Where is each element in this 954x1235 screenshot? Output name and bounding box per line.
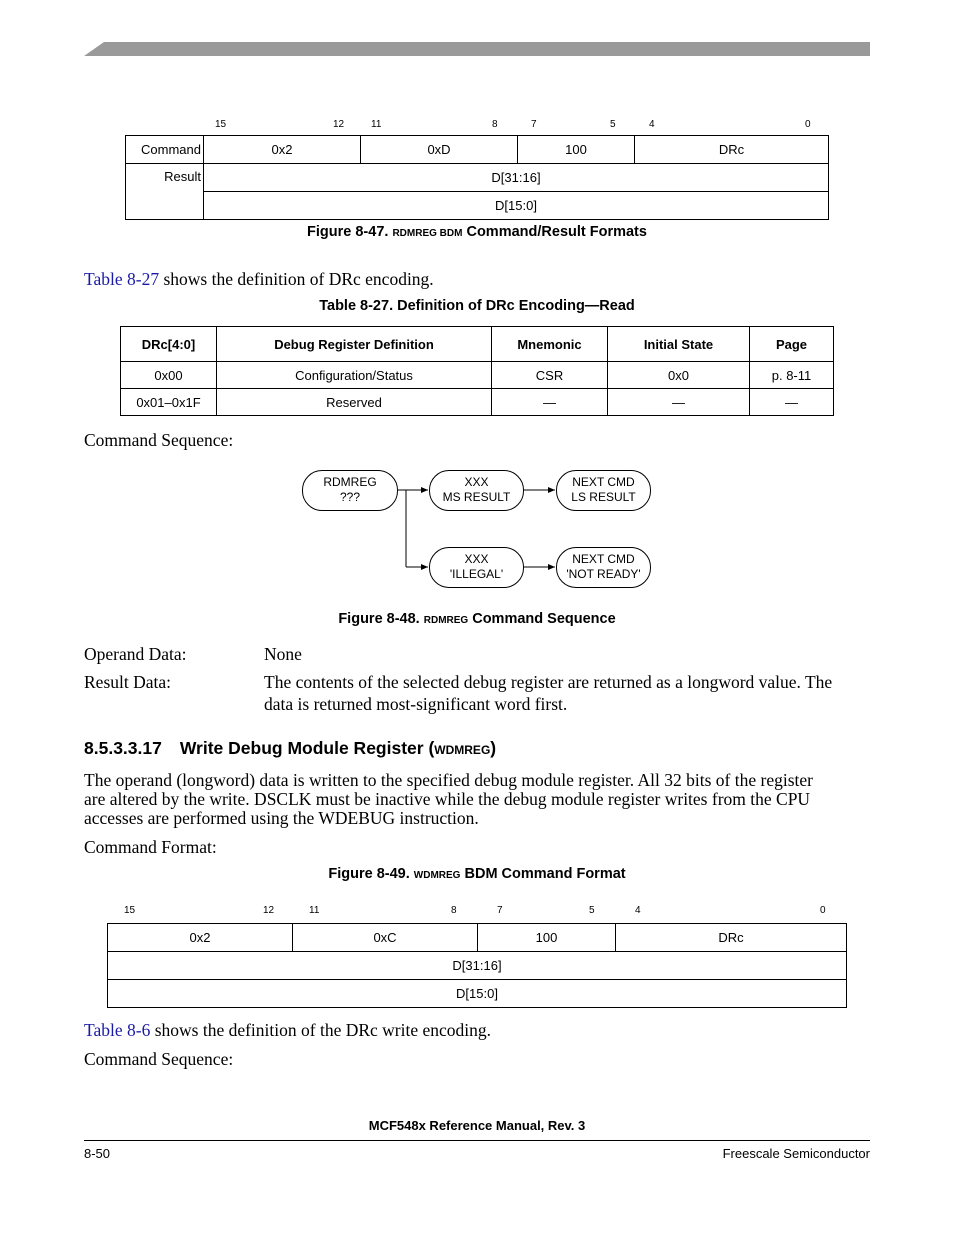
fig48-node-illegal-line2: 'ILLEGAL' <box>449 567 504 581</box>
fig47-command-label: Command <box>126 136 204 164</box>
fig49-bit-7: 7 <box>497 905 503 916</box>
fig49-data-lo: D[15:0] <box>108 980 847 1008</box>
fig47-bit-11: 11 <box>371 119 382 130</box>
result-data-label: Result Data: <box>84 672 171 692</box>
fig47-bit-12: 12 <box>333 119 345 130</box>
fig48-node-rdmreg-line1: RDMREG <box>323 475 377 489</box>
section-title-prefix: Write Debug Module Register ( <box>179 738 435 758</box>
command-sequence-label-1: Command Sequence: <box>84 430 234 450</box>
fig47-field-drc: DRc <box>635 136 829 164</box>
table827-cell: — <box>750 389 834 416</box>
section-title-mnemonic: WDMREG <box>434 743 491 757</box>
fig48-caption <box>0 611 954 627</box>
body-line-2: are altered by the write. DSCLK must be inactive while the debug module register writes from the CPU <box>84 789 811 809</box>
fig49-caption-suffix: BDM Command Format <box>460 866 626 882</box>
fig49-bit-15: 15 <box>124 905 136 916</box>
footer-page-number: 8-50 <box>84 1146 111 1161</box>
fig47-result-label: Result <box>126 164 204 220</box>
section-heading <box>84 738 496 759</box>
fig47-caption-suffix: Command/Result Formats <box>462 224 647 240</box>
fig48-caption-mnemonic: RDMREG <box>423 615 469 626</box>
outro-text: shows the definition of the DRc write encoding. <box>150 1020 492 1040</box>
table827-cell: CSR <box>492 362 608 389</box>
fig49-bit-5: 5 <box>589 905 595 916</box>
fig48-node-ms-line1: XXX <box>464 475 489 489</box>
table827-cell: p. 8-11 <box>750 362 834 389</box>
table827-cell: Reserved <box>217 389 492 416</box>
fig49-field-0x2: 0x2 <box>108 924 293 952</box>
section-number: 8.5.3.3.17 <box>84 738 162 758</box>
fig49-caption-prefix: Figure 8-49. <box>328 866 414 882</box>
fig49-bit-4: 4 <box>635 905 641 916</box>
table827-cell: — <box>492 389 608 416</box>
fig48-node-ls-result <box>556 470 651 511</box>
outro-paragraph <box>84 1021 491 1040</box>
section-title-suffix: ) <box>490 738 497 758</box>
table-8-27-link[interactable]: Table 8-27 <box>84 269 160 289</box>
fig48-node-not-ready <box>556 547 651 588</box>
operand-data-label: Operand Data: <box>84 644 187 664</box>
fig47-bit-15: 15 <box>215 119 227 130</box>
fig49-bit-0: 0 <box>820 905 826 916</box>
table-8-6-link[interactable]: Table 8-6 <box>84 1020 151 1040</box>
table827-cell: 0x0 <box>608 362 750 389</box>
fig49-field-0xc: 0xC <box>293 924 478 952</box>
fig47-bit-4: 4 <box>649 119 655 130</box>
fig47-bit-8: 8 <box>492 119 498 130</box>
fig48-node-illegal <box>429 547 524 588</box>
fig48-node-notready-line1: NEXT CMD <box>572 552 635 566</box>
fig47-bit-0: 0 <box>805 119 811 130</box>
footer-rule <box>84 1140 870 1141</box>
fig48-caption-suffix: Command Sequence <box>468 611 616 627</box>
fig48-node-illegal-line1: XXX <box>464 552 489 566</box>
table827-header-initial-state: Initial State <box>608 327 750 362</box>
fig47-result-hi: D[31:16] <box>204 164 829 192</box>
fig49-field-100: 100 <box>478 924 616 952</box>
fig48-caption-prefix: Figure 8-48. <box>338 611 424 627</box>
fig48-node-ls-line1: NEXT CMD <box>572 475 635 489</box>
footer-title: MCF548x Reference Manual, Rev. 3 <box>368 1118 586 1133</box>
table827-cell: — <box>608 389 750 416</box>
fig47-bit-7: 7 <box>531 119 537 130</box>
fig48-node-notready-line2: 'NOT READY' <box>566 567 641 581</box>
fig48-node-rdmreg <box>302 470 398 511</box>
fig47-bit-5: 5 <box>610 119 616 130</box>
fig47-caption-mnemonic: RDMREG BDM <box>392 228 463 239</box>
body-line-3: accesses are performed using the WDEBUG instruction. <box>84 808 479 828</box>
fig47-field-0xd: 0xD <box>361 136 518 164</box>
fig47-field-0x2: 0x2 <box>204 136 361 164</box>
table827-cell: 0x00 <box>121 362 217 389</box>
body-line-1: The operand (longword) data is written to the specified debug module register. All 32 bits of the register <box>84 770 813 790</box>
fig48-node-ms-line2: MS RESULT <box>442 490 511 504</box>
table827-header-drc: DRc[4:0] <box>121 327 217 362</box>
table827-header-page: Page <box>750 327 834 362</box>
fig48-node-rdmreg-line2: ??? <box>339 490 361 504</box>
operand-data-value: None <box>264 644 302 664</box>
fig47-result-lo: D[15:0] <box>204 192 829 220</box>
fig47-field-100: 100 <box>518 136 635 164</box>
fig49-register-table <box>107 923 847 1008</box>
fig49-bit-11: 11 <box>309 905 320 916</box>
fig48-node-ls-line2: LS RESULT <box>571 490 636 504</box>
command-format-label: Command Format: <box>84 837 217 857</box>
table827-header-mnemonic: Mnemonic <box>492 327 608 362</box>
footer-company: Freescale Semiconductor <box>722 1146 870 1161</box>
fig49-bit-8: 8 <box>451 905 457 916</box>
result-data-line1: The contents of the selected debug register are returned as a longword value. The <box>264 672 833 692</box>
command-sequence-label-2: Command Sequence: <box>84 1049 234 1069</box>
fig49-data-hi: D[31:16] <box>108 952 847 980</box>
fig49-bit-12: 12 <box>263 905 275 916</box>
table827-cell: Configuration/Status <box>217 362 492 389</box>
fig49-caption-mnemonic: WDMREG <box>413 870 461 881</box>
intro-text: shows the definition of DRc encoding. <box>159 269 434 289</box>
table827-title: Table 8-27. Definition of DRc Encoding—Read <box>319 298 635 314</box>
fig49-field-drc: DRc <box>616 924 847 952</box>
table827-header-definition: Debug Register Definition <box>217 327 492 362</box>
fig48-node-ms-result <box>429 470 524 511</box>
fig47-caption-prefix: Figure 8-47. <box>307 224 393 240</box>
table827-cell: 0x01–0x1F <box>121 389 217 416</box>
result-data-line2: data is returned most-significant word first. <box>264 694 568 714</box>
fig49-caption <box>0 866 954 882</box>
